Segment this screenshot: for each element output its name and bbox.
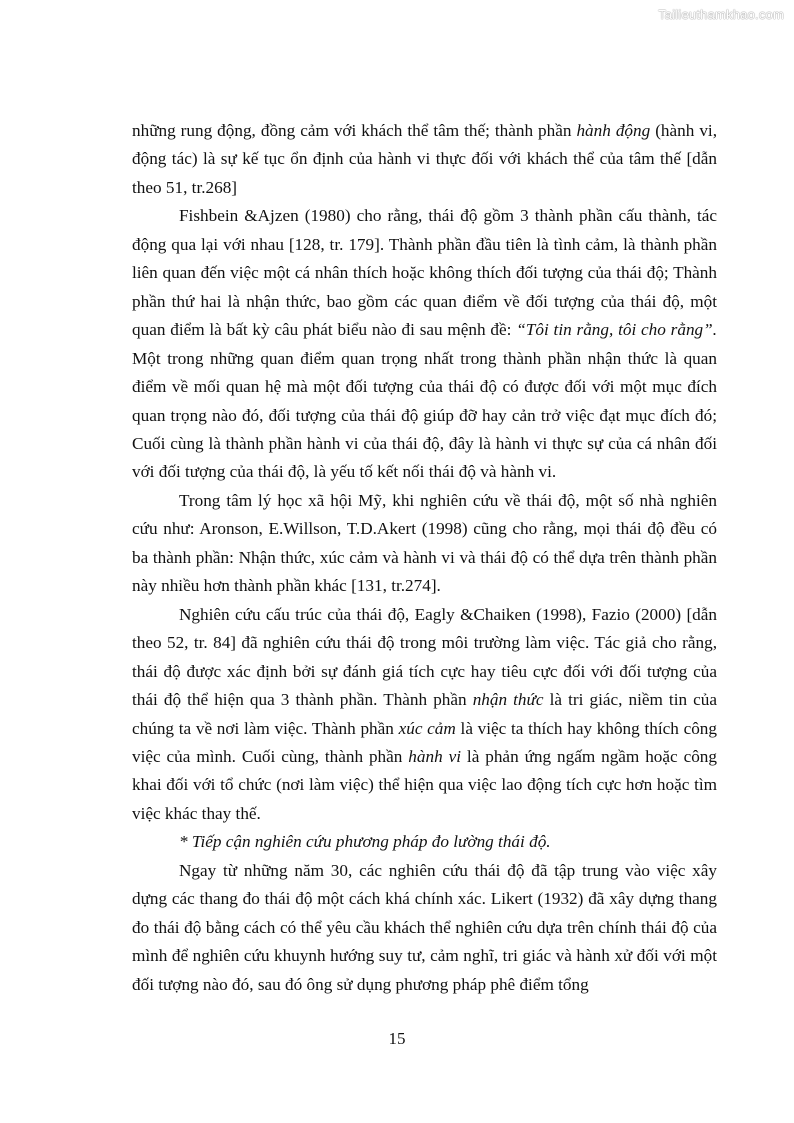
section-subheading <box>132 828 717 856</box>
watermark-text: Tailieuthamkhao.com <box>658 7 784 22</box>
paragraph-3 <box>132 487 717 601</box>
text-run: là việc ta thích hay không thích công việc của mình. Cuối cùng, thành phần <box>132 718 717 766</box>
text-run: Ngay từ những năm 30, các nghiên cứu thái độ đã tập trung vào việc xây dựng các thang đo thái độ một cách khá chính xác. Likert (1932) đã xây dựng thang đo thái độ bằng cách có thể yêu cầu khách thể nghiên cứu dựa trên chính thái độ của mình để nghiên cứu khuynh hướng suy tư, cảm nghĩ, tri giác và hành xử đối với một đối tượng nào đó, sau đó ông sử dụng phương pháp phê điểm tổng <box>132 860 717 994</box>
text-run: là tri giác, niềm tin của chúng ta về nơi làm việc. Thành phần <box>132 690 718 738</box>
text-run: (hành vi, động tác) là sự kế tục ổn định của hành vi thực đối với khách thể của tâm thế [dẫn theo 51, tr.268] <box>132 121 717 197</box>
document-body <box>132 117 717 999</box>
italic-term: hành vi <box>408 746 461 766</box>
italic-quote: “Tôi tin rằng, tôi cho rằng”. <box>516 320 717 340</box>
paragraph-2 <box>132 202 717 487</box>
paragraph-4 <box>132 601 717 829</box>
text-run: là phản ứng ngấm ngầm hoặc công khai đối với tổ chức (nơi làm việc) thể hiện qua việc lao động tích cực hơn hoặc tìm việc khác thay thế. <box>132 746 717 823</box>
italic-term: xúc cảm <box>398 718 456 738</box>
italic-term: hành động <box>576 121 651 140</box>
page-number: 15 <box>388 1029 406 1048</box>
text-run: Một trong những quan điểm quan trọng nhất trong thành phần nhận thức là quan điểm về mối quan hệ mà một đối tượng của thái độ có được đối với một mục đích quan trọng nào đó, đối tượng của thái độ giúp đỡ hay cản trở việc đạt mục đích đó; Cuối cùng là thành phần hành vi của thái độ, đây là hành vi thực sự của cá nhân đối với đối tượng của thái độ, là yếu tố kết nối thái độ và hành vi. <box>132 348 717 482</box>
text-run: Trong tâm lý học xã hội Mỹ, khi nghiên cứu về thái độ, một số nhà nghiên cứu như: Aronson, E.Willson, T.D.Akert (1998) cũng cho rằng, mọi thái độ đều có ba thành phần: Nhận thức, xúc cảm và hành vi và thái độ có thể dựa trên thành phần này nhiều hơn thành phần khác [131, tr.274]. <box>132 490 717 596</box>
paragraph-1 <box>132 117 717 202</box>
paragraph-6 <box>132 857 717 999</box>
text-run: những rung động, đồng cảm với khách thể tâm thế; thành phần <box>132 121 577 140</box>
text-run: Fishbein &Ajzen (1980) cho rằng, thái độ gồm 3 thành phần cấu thành, tác động qua lại với nhau [128, tr. 179]. Thành phần đầu tiên là tình cảm, là thành phần liên quan đến việc một cá nhân thích hoặc không thích đối tượng của thái độ; Thành phần thứ hai là nhận thức, bao gồm các quan điểm về đối tượng của thái độ, một quan điểm là bất kỳ câu phát biểu nào đi sau mệnh đề: <box>132 206 717 340</box>
text-run: Nghiên cứu cấu trúc của thái độ, Eagly &Chaiken (1998), Fazio (2000) [dẫn theo 52, tr. 84] đã nghiên cứu thái độ trong môi trường làm việc. Tác giả cho rằng, thái độ được xác định bởi sự đánh giá tích cực hay tiêu cực đối với đối tượng của thái độ thể hiện qua 3 thành phần. Thành phần <box>132 604 717 710</box>
italic-heading: * Tiếp cận nghiên cứu phương pháp đo lường thái độ. <box>179 832 551 852</box>
italic-term: nhận thức <box>472 690 544 710</box>
